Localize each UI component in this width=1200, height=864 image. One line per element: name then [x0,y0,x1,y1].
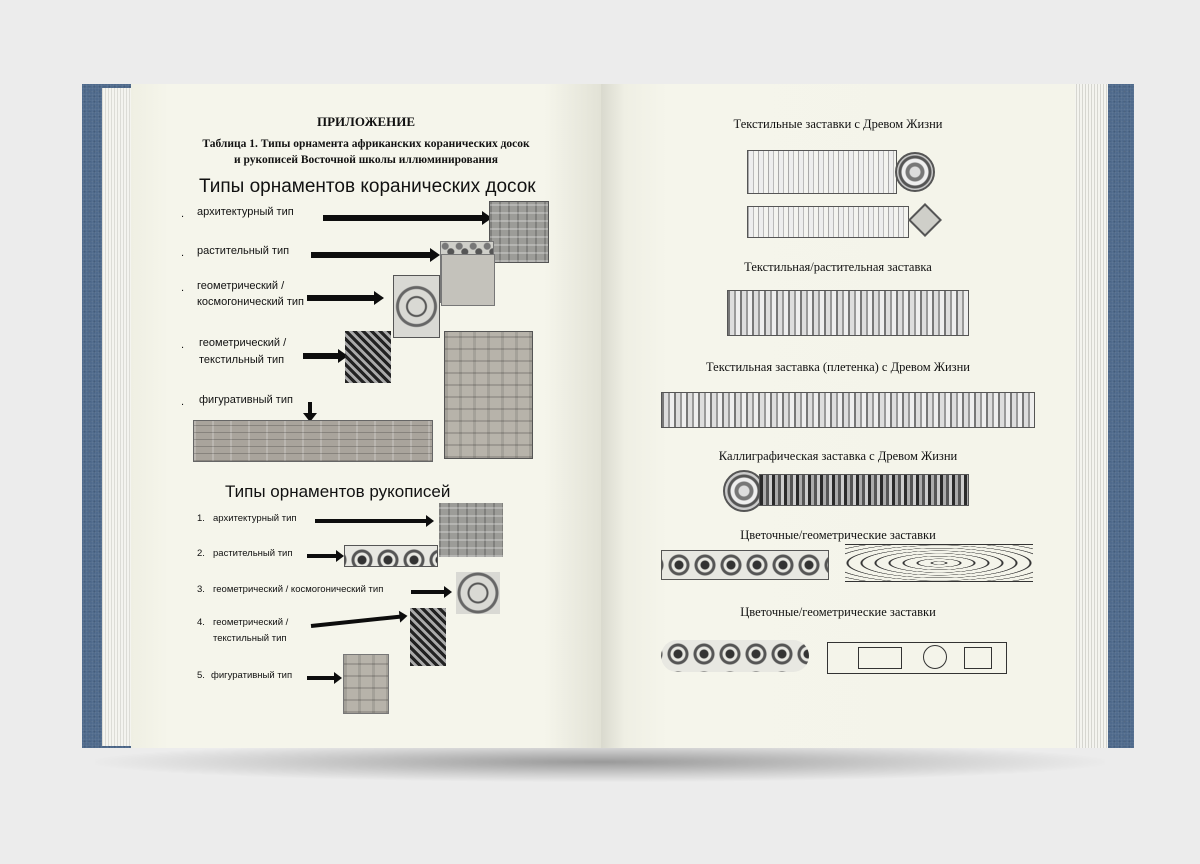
wooden-board-image [193,420,433,462]
cosmogonic-manuscript-image [456,572,500,614]
manuscript-type-label: геометрический / космогонический тип [213,584,384,595]
textile-headpiece-image [747,206,909,238]
board-type-marker: . [181,247,185,259]
board-type-label: геометрический / [199,337,287,349]
plait-headpiece-image [661,392,1035,428]
caption-floral-geometric-2: Цветочные/геометрические заставки [740,605,936,619]
appendix-title: ПРИЛОЖЕНИЕ [316,114,416,129]
caption-textile-tree: Текстильные заставки с Древом Жизни [733,117,943,131]
textile-manuscript-image [410,608,446,666]
arrow-icon [307,676,335,680]
board-type-label: текстильный тип [199,354,285,366]
page-edges-left [102,88,132,746]
board-type-label: фигуративный тип [199,394,293,406]
manuscript-type-number: 5. [197,670,205,681]
arrow-icon [311,252,431,258]
board-type-marker: . [181,208,185,220]
arrow-icon [411,590,445,594]
manuscript-type-label: геометрический / [213,617,289,628]
caption-floral-geometric-1: Цветочные/геометрические заставки [740,528,936,542]
board-type-marker: . [181,396,185,408]
manuscript-type-label: растительный тип [213,548,293,559]
board-type-marker: . [181,282,185,294]
manuscript-type-number: 2. [197,548,205,559]
textile-floral-headpiece-image [727,290,969,336]
geometric-headpiece-image [845,544,1033,582]
caption-calligraphic: Каллиграфическая заставка с Древом Жизни [718,449,958,463]
manuscript-type-label: фигуративный тип [211,670,293,681]
board-type-marker: . [181,339,185,351]
board-type-label: растительный тип [197,245,290,257]
textile-board-image [345,331,391,383]
arrow-icon [307,295,375,301]
arrow-icon [311,615,401,628]
textile-headpiece-image [747,150,897,194]
table-caption-line1: Таблица 1. Типы орнамента африканских коранических досок [202,138,530,150]
architectural-manuscript-image [439,503,503,557]
medallion-image [895,152,935,192]
arrow-icon [307,554,337,558]
table-caption-line2: и рукописей Восточной школы иллюминирования [234,154,498,166]
left-page [131,84,601,748]
arrow-icon [323,215,483,221]
figurative-board-image [444,331,533,459]
figurative-manuscript-image [343,654,389,714]
page-edges-right [1074,84,1108,748]
manuscript-type-number: 1. [197,513,205,524]
floral-headpiece-image [661,550,829,580]
cosmogonic-board-image [393,275,440,338]
board-type-label: геометрический / [197,280,285,292]
arrow-down-icon [308,402,312,414]
board-type-label: архитектурный тип [197,206,294,218]
floral-manuscript-image [344,545,438,567]
architectural-board-image [489,201,549,263]
board-type-label: космогонический тип [197,296,304,308]
arrow-icon [315,519,427,523]
caption-textile-floral: Текстильная/растительная заставка [744,260,932,274]
manuscript-type-label: текстильный тип [213,633,287,644]
floral-board-image [441,254,495,306]
caption-textile-plait: Текстильная заставка (плетенка) с Древом Жизни [705,360,970,374]
manuscripts-heading: Типы орнаментов рукописей [225,482,451,501]
arrow-icon [303,353,339,359]
right-page [601,84,1075,748]
book-shadow [95,742,1105,782]
floral-scroll-headpiece-image [661,640,809,672]
calligraphic-headpiece-image [759,474,969,506]
boards-heading: Типы орнаментов коранических досок [199,176,536,197]
manuscript-type-number: 4. [197,617,205,628]
diamond-finial-image [908,203,942,237]
manuscript-type-label: архитектурный тип [213,513,297,524]
manuscript-type-number: 3. [197,584,205,595]
geometric-frame-headpiece-image [827,642,1007,674]
